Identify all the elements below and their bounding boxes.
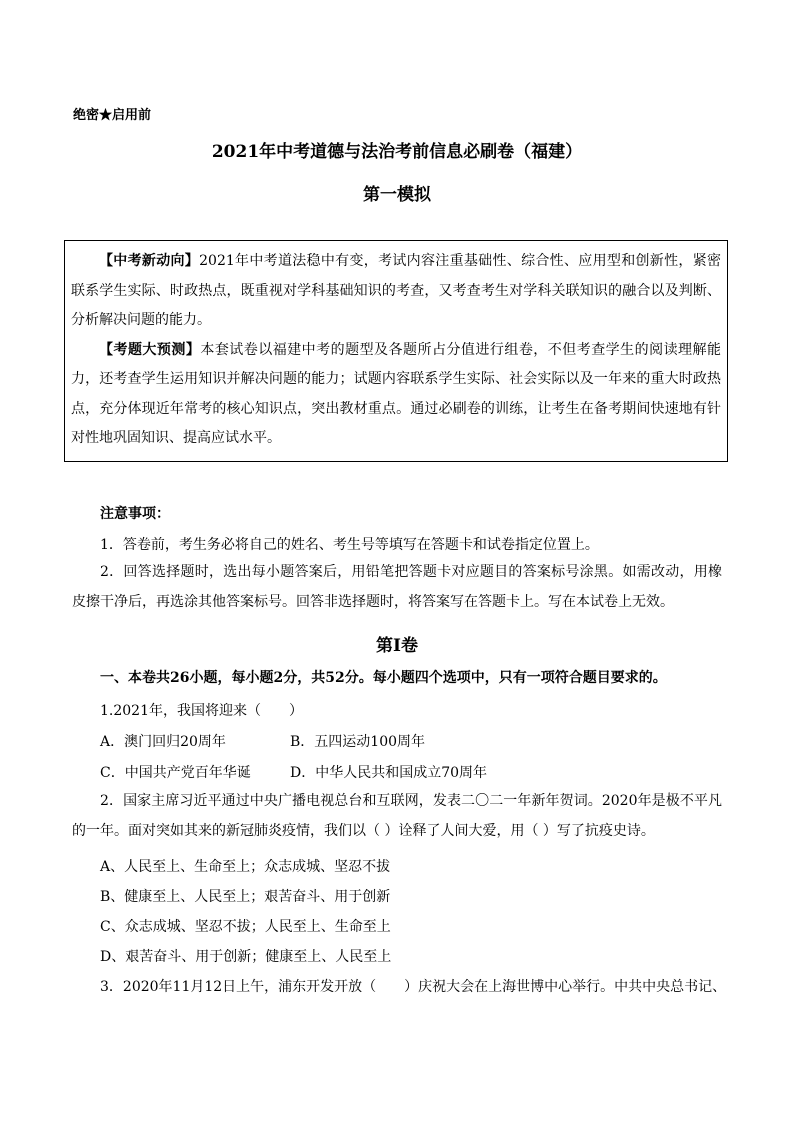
intro-box [64, 240, 728, 462]
q1-options-row-2 [100, 762, 488, 782]
confidential-mark: 绝密★启用前 [73, 108, 152, 123]
trend-label: 【中考新动向】 [99, 253, 200, 269]
intro-paragraph-forecast [71, 336, 721, 454]
page-title: 2021年中考道德与法治考前信息必刷卷（福建） [211, 142, 583, 162]
q2-option-b: B、健康至上、人民至上；艰苦奋斗、用于创新 [100, 889, 391, 905]
q1-option-c: C．中国共产党百年华诞 [100, 765, 251, 781]
section-heading: 一、本卷共26小题，每小题2分，共52分。每小题四个选项中，只有一项符合题目要求的。 [100, 670, 667, 686]
q1-options-row-1 [100, 731, 426, 751]
q1-option-b: B．五四运动100周年 [290, 734, 426, 750]
intro-paragraph-trend [71, 247, 721, 336]
notes-item-2: 2．回答选择题时，选出每小题答案后，用铅笔把答题卡对应题目的答案标号涂黑。如需改动，用橡皮擦干净后，再选涂其他答案标号。回答非选择题时，将答案写在答题卡上。写在本试卷上无效。 [72, 564, 722, 610]
q1-option-a: A．澳门回归20周年 [100, 734, 226, 750]
q1-stem: 1.2021年，我国将迎来（ ） [100, 703, 303, 719]
forecast-label: 【考题大预测】 [99, 341, 201, 358]
q1-option-d: D．中华人民共和国成立70周年 [290, 765, 488, 781]
notes-heading: 注意事项： [100, 506, 170, 522]
q2-option-d: D、艰苦奋斗、用于创新；健康至上、人民至上 [100, 949, 392, 965]
trend-text: 2021年中考道法稳中有变，考试内容注重基础性、综合性、应用型和创新性，紧密联系学生实际、时政热点，既重视对学科基础知识的考查，又考查考生对学科关联知识的融合以及判断、分析解决问题的能力。 [71, 253, 722, 328]
q2-option-a: A、人民至上、生命至上；众志成城、坚忍不拔 [100, 859, 391, 875]
q3-stem: 3．2020年11月12日上午，浦东开发开放（ ）庆祝大会在上海世博中心举行。中共中央总书记、 [100, 979, 727, 995]
forecast-text: 本套试卷以福建中考的题型及各题所占分值进行组卷，不但考查学生的阅读理解能力，还考查学生运用知识并解决问题的能力；试题内容联系学生实际、社会实际以及一年来的重大时政热点，充分体现近年常考的核心知识点，突出教材重点。通过必刷卷的训练，让考生在备考期间快速地有针对性地巩固知识、提高应试水平。 [71, 341, 722, 446]
volume-heading: 第Ⅰ卷 [376, 636, 418, 656]
notes-item-1: 1．答卷前，考生务必将自己的姓名、考生号等填写在答题卡和试卷指定位置上。 [100, 537, 599, 553]
page-subtitle: 第一模拟 [363, 185, 431, 205]
q2-option-c: C、众志成城、坚忍不拔；人民至上、生命至上 [100, 919, 391, 935]
q2-stem: 2．国家主席习近平通过中央广播电视总台和互联网，发表二〇二一年新年贺词。2020年是极不平凡的一年。面对突如其来的新冠肺炎疫情，我们以（ ）诠释了人间大爱，用（ ）写了抗疫史诗。 [72, 793, 722, 839]
